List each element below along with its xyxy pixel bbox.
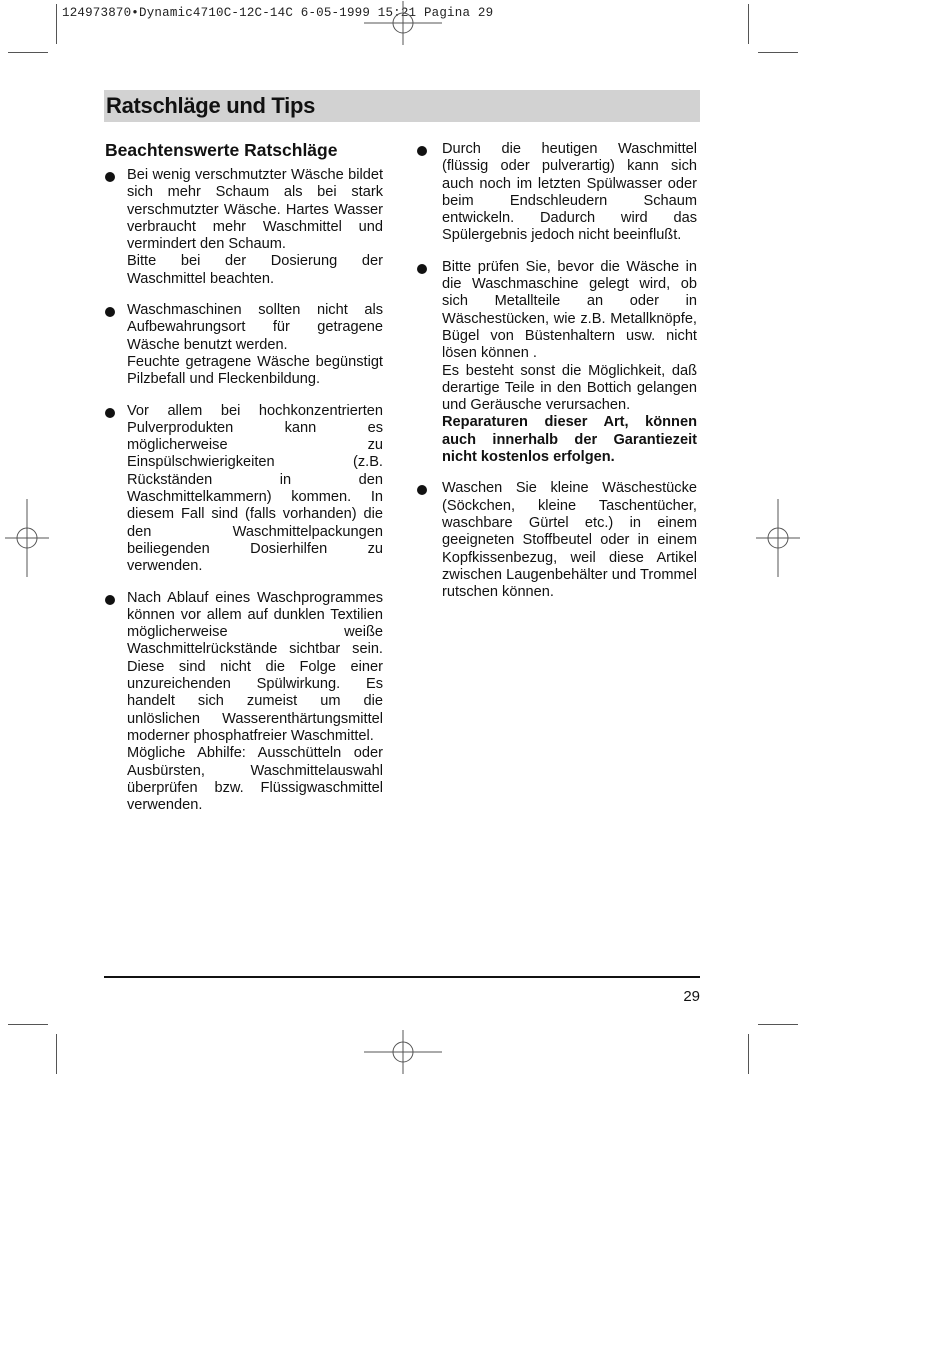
tip-text: Bitte bei der Dosierung der Waschmittel beachten. xyxy=(127,253,383,287)
tip-text: Durch die heutigen Waschmittel (flüssig oder pulverartig) kann sich auch noch im letzten Spülwasser oder beim Endschleudern Schaum entwickeln. Dadurch wird das Spülergebnis jedoch nicht beeinflußt. xyxy=(442,141,697,244)
tip-text: Waschmaschinen sollten nicht als Aufbewahrungsort für getragene Wäsche benutzt werden. xyxy=(127,302,383,353)
tip-text: Nach Ablauf eines Waschprogrammes können vor allem auf dunklen Textilien möglicherweise weiße Waschmittelrückstände sichtbar sein. Diese sind nicht die Folge einer unzureichenden Spülwirkung. Es handelt sich zumeist um die unlöslichen Wasserenthärtungsmittel moderner phosphatfreier Waschmittel. xyxy=(127,589,383,744)
left-column xyxy=(105,140,383,828)
tip-item-rinse-foam xyxy=(417,141,697,245)
tip-item-residues xyxy=(105,590,383,815)
tip-text: Vor allem bei hochkonzentrierten Pulverprodukten kann es möglicherweise zu Einspülschwierigkeiten (z.B. Rückständen in den Waschmittelkammern) kommen. In diesem Fall sind (falls vorhanden) die den Waschmittelpackungen beiliegenden Dosierhilfen zu verwenden. xyxy=(127,402,383,575)
bullet-icon xyxy=(417,485,427,495)
tip-text: Bei wenig verschmutzter Wäsche bildet sich mehr Schaum als bei stark verschmutzter Wäsche. Hartes Wasser verbraucht mehr Waschmittel und vermindert den Schaum. xyxy=(127,167,383,253)
registration-mark-top-icon xyxy=(364,0,442,62)
registration-mark-bottom-icon xyxy=(364,1013,442,1091)
page-title: Ratschläge und Tips xyxy=(106,93,316,118)
bullet-icon xyxy=(105,307,115,317)
sub-heading: Beachtenswerte Ratschläge xyxy=(105,140,338,160)
bullet-icon xyxy=(417,264,427,274)
tip-item-metal-parts xyxy=(417,259,697,467)
tip-text: Bitte prüfen Sie, bevor die Wäsche in die Waschmaschine gelegt wird, ob sich Metallteile an oder in Wäschestücken, wie z.B. Metallknöpfe, Bügel von Büstenhaltern usw. nicht lösen können . xyxy=(442,258,697,362)
tip-text: Waschen Sie kleine Wäschestücke (Söckchen, kleine Taschentücher, waschbare Gürtel etc.) in einem geeigneten Stoffbeutel oder in einem Kopfkissenbezug, weil diese Artikel zwischen Laugenbehälter und Trommel rutschen können. xyxy=(442,480,697,601)
registration-mark-left-icon xyxy=(0,499,66,577)
tip-item-small-items xyxy=(417,480,697,601)
warranty-note: Reparaturen dieser Art, können auch innerhalb der Garantiezeit nicht kostenlos erfolgen. xyxy=(442,414,697,466)
bullet-icon xyxy=(105,408,115,418)
print-slug-line: 124973870•Dynamic4710C-12C-14C 6-05-1999 15:21 Pagina 29 xyxy=(62,6,494,20)
tip-text: Feuchte getragene Wäsche begünstigt Pilzbefall und Fleckenbildung. xyxy=(127,353,383,388)
tip-item-storage xyxy=(105,302,383,388)
tip-item-concentrated-powder xyxy=(105,403,383,576)
tip-text: Mögliche Abhilfe: Ausschütteln oder Ausbürsten, Waschmittelauswahl überprüfen bzw. Flüssigwaschmittel verwenden. xyxy=(127,745,383,814)
page-number: 29 xyxy=(683,988,700,1005)
registration-mark-right-icon xyxy=(739,499,817,577)
footer-rule xyxy=(104,976,700,978)
section-title-bar xyxy=(104,90,700,122)
bullet-icon xyxy=(105,595,115,605)
bullet-icon xyxy=(417,146,427,156)
right-column xyxy=(417,141,697,615)
bullet-icon xyxy=(105,172,115,182)
tip-item-foam xyxy=(105,167,383,288)
tip-text: Es besteht sonst die Möglichkeit, daß derartige Teile in den Bottich gelangen und Geräusche verursachen. xyxy=(442,362,697,414)
